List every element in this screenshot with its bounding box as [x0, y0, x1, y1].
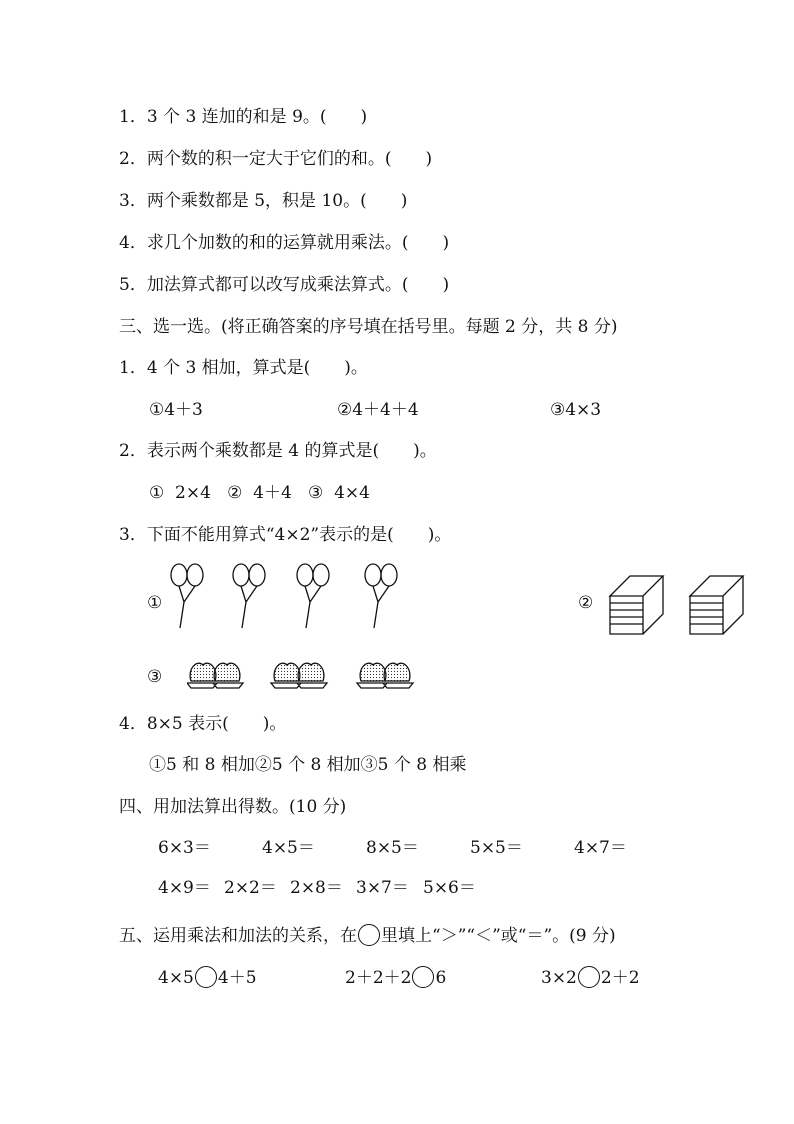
compute-r1-5: 4×7＝	[574, 838, 627, 858]
compute-r2-2: 2×2＝	[224, 878, 277, 898]
compare-item-1: 4×5 4＋5	[158, 968, 257, 988]
balloon-pair-icon	[168, 560, 418, 632]
q3-mark-3: ③	[147, 667, 163, 687]
section-5-header-after: 里填上“＞”“＜”或“＝”。(9 分)	[381, 926, 616, 946]
q3-mark-1: ①	[147, 593, 163, 613]
compare-item-2: 2＋2＋2 6	[345, 968, 447, 988]
section-4-header: 四、用加法算出得数。(10 分)	[119, 797, 347, 817]
q4-options: ①5 和 8 相加②5 个 8 相加③5 个 8 相乘	[149, 755, 467, 775]
judge-item-1: 1．3 个 3 连加的和是 9。( )	[119, 107, 368, 127]
q3-stem: 3．下面不能用算式“4×2”表示的是( )。	[119, 525, 452, 545]
q4-stem: 4．8×5 表示( )。	[119, 714, 287, 734]
compute-r2-4: 3×7＝	[356, 878, 409, 898]
judge-item-4: 4．求几个加数的和的运算就用乘法。( )	[119, 233, 450, 253]
q1-option-3: ③4×3	[550, 400, 602, 420]
compute-r1-4: 5×5＝	[470, 838, 523, 858]
circle-blank-icon	[358, 924, 380, 946]
compare-item-3: 3×2 2＋2	[541, 968, 640, 988]
compute-r2-3: 2×8＝	[290, 878, 343, 898]
judge-item-2: 2．两个数的积一定大于它们的和。( )	[119, 149, 433, 169]
compute-r2-1: 4×9＝	[158, 878, 211, 898]
compute-r1-3: 8×5＝	[366, 838, 419, 858]
peach-pair-icon	[187, 655, 427, 691]
q1-stem: 1．4 个 3 相加，算式是( )。	[119, 358, 368, 378]
compute-r1-2: 4×5＝	[262, 838, 315, 858]
compare-blank-2[interactable]	[412, 966, 434, 988]
q2-options: ① 2×4 ② 4＋4 ③ 4×4	[149, 483, 370, 503]
compute-r1-1: 6×3＝	[158, 838, 211, 858]
section-3-header: 三、选一选。(将正确答案的序号填在括号里。每题 2 分，共 8 分)	[119, 317, 618, 337]
compute-r2-5: 5×6＝	[423, 878, 476, 898]
book-stack-icon	[608, 574, 748, 636]
judge-item-3: 3．两个乘数都是 5，积是 10。( )	[119, 191, 408, 211]
q1-option-2: ②4＋4＋4	[337, 400, 419, 420]
compare-blank-1[interactable]	[195, 966, 217, 988]
section-5-header	[119, 924, 616, 947]
q1-option-1: ①4＋3	[149, 400, 203, 420]
compare-blank-3[interactable]	[578, 966, 600, 988]
judge-item-5: 5．加法算式都可以改写成乘法算式。( )	[119, 275, 450, 295]
q3-mark-2: ②	[578, 593, 594, 613]
q2-stem: 2．表示两个乘数都是 4 的算式是( )。	[119, 441, 437, 461]
section-5-header-before: 五、运用乘法和加法的关系，在	[119, 926, 357, 946]
